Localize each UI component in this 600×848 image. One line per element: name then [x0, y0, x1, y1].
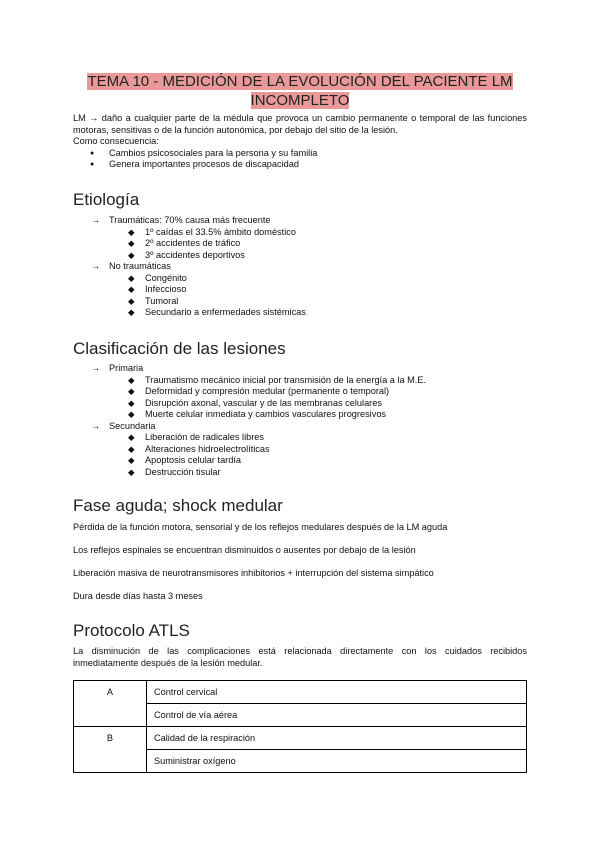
list-item: → Traumáticas: 70% causa más frecuente [91, 215, 271, 225]
secondary-list [73, 432, 527, 478]
heading-fase-aguda: Fase aguda; shock medular [73, 496, 283, 515]
arrow-icon: → [91, 261, 101, 271]
paragraph: Los reflejos espinales se encuentran disminuidos o ausentes por debajo de la lesión [73, 545, 416, 555]
heading-etiologia: Etiología [73, 190, 140, 209]
list-item: ◆ Infeccioso [73, 284, 527, 296]
table-cell: Control cervical [147, 681, 527, 704]
table-row [74, 727, 527, 750]
arrow-icon: → [91, 215, 101, 225]
etiologia-section [73, 215, 527, 319]
list-item: → Primaria [91, 363, 144, 373]
atls-description: La disminución de las complicaciones está relacionada directamente con los cuidados recibidos inmediatamente después de la lesión medular. [73, 646, 527, 668]
nontraumatic-list [73, 273, 527, 319]
table-cell-letter: B [74, 727, 147, 773]
list-item: ◆ Congénito [73, 273, 527, 285]
consequence-label: Como consecuencia: [73, 136, 159, 146]
clasificacion-section [73, 363, 527, 478]
list-item: → No traumáticas [91, 261, 171, 271]
heading-clasificacion: Clasificación de las lesiones [73, 339, 286, 358]
table-row [74, 681, 527, 704]
traumatic-list [73, 227, 527, 262]
paragraph: Pérdida de la función motora, sensorial y de los reflejos medulares después de la LM aguda [73, 522, 448, 532]
arrow-icon: → [91, 420, 101, 431]
definition-text: LM → daño a cualquier parte de la médula que provoca un cambio permanente o temporal de las funciones motoras, sensitivas o de la función autonómica, por debajo del sitio de la lesión. [73, 113, 527, 135]
heading-atls: Protocolo ATLS [73, 621, 190, 640]
list-item: ◆ Traumatismo mecánico inicial por transmisión de la energía a la M.E. [73, 375, 527, 387]
list-item: ◆ Deformidad y compresión medular (permanente o temporal) [73, 386, 527, 398]
table-cell: Suministrar oxígeno [147, 750, 527, 773]
page-title: TEMA 10 - MEDICIÓN DE LA EVOLUCIÓN DEL PACIENTE LM INCOMPLETO [87, 73, 513, 109]
list-item: ◆ Disrupción axonal, vascular y de las membranas celulares [73, 398, 527, 410]
paragraph: Liberación masiva de neurotransmisores inhibitorios + interrupción del sistema simpático [73, 568, 434, 578]
table-cell-letter: A [74, 681, 147, 727]
list-item: ◆ 1º caídas el 33.5% ámbito doméstico [73, 227, 527, 239]
list-item: ◆ Secundario a enfermedades sistémicas [73, 307, 527, 319]
arrow-icon: → [91, 363, 101, 373]
list-item: ◆ Apoptosis celular tardía [73, 455, 527, 467]
table-cell: Calidad de la respiración [147, 727, 527, 750]
list-item: ◆ Liberación de radicales libres [73, 432, 527, 444]
list-item: ◆ Alteraciones hidroelectrolíticas [73, 444, 527, 456]
list-item: ◆ 2º accidentes de tráfico [73, 238, 527, 250]
primary-list [73, 375, 527, 421]
list-item: ◆ Muerte celular inmediata y cambios vasculares progresivos [73, 409, 527, 421]
list-item: → Secundaria [91, 420, 156, 431]
atls-table [73, 680, 527, 773]
list-item: ◆ Tumoral [73, 296, 527, 308]
consequence-list [73, 148, 527, 171]
intro-section [73, 113, 527, 171]
list-item: ◆ 3º accidentes deportivos [73, 250, 527, 262]
table-cell: Control de vía aérea [147, 704, 527, 727]
list-item: ● Cambios psicosociales para la persona y su familia [90, 148, 527, 160]
list-item: ◆ Destrucción tisular [73, 467, 527, 479]
paragraph: Dura desde días hasta 3 meses [73, 591, 203, 601]
list-item: ● Genera importantes procesos de discapacidad [90, 159, 527, 171]
